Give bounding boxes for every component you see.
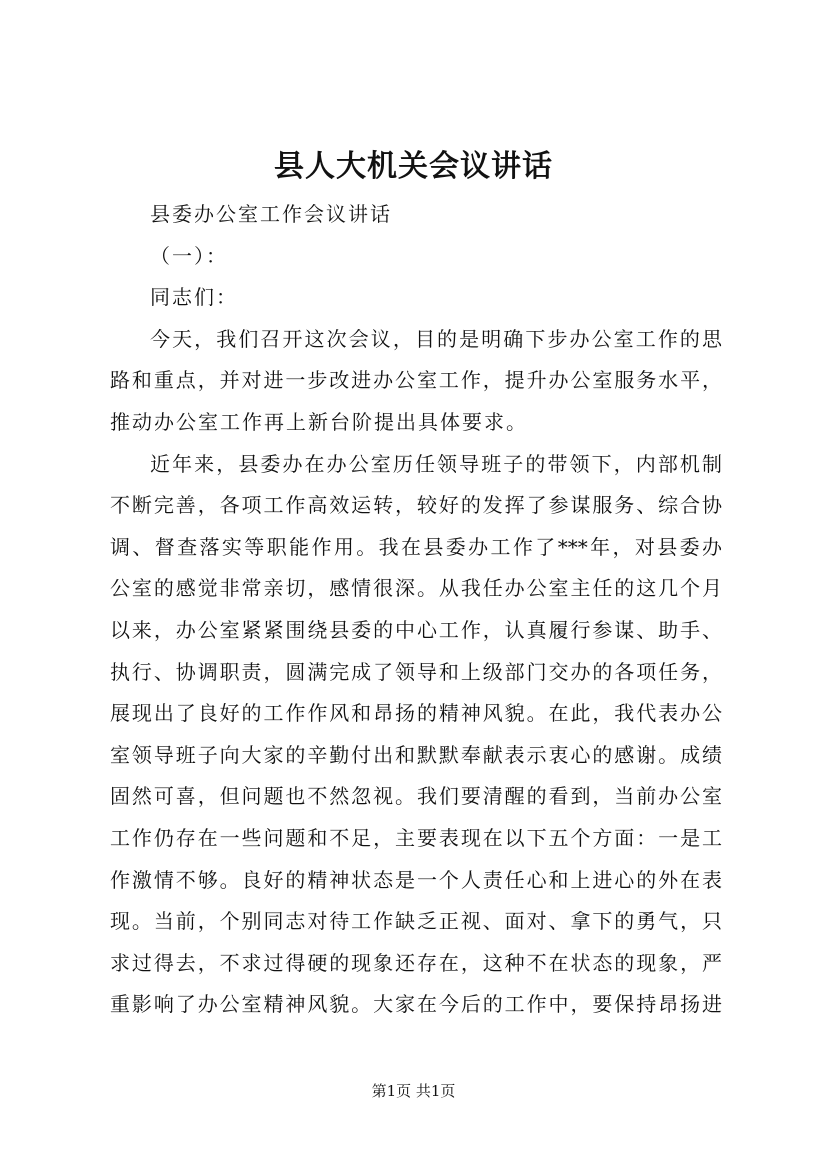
paragraph-line: 公室的感觉非常亲切，感情很深。从我任办公室主任的这几个月 [110, 576, 722, 601]
section-marker-line: （一）： [150, 243, 228, 268]
paragraph-line: 今天，我们召开这次会议，目的是明确下步办公室工作的思 [150, 326, 722, 351]
subtitle-line: 县委办公室工作会议讲话 [150, 202, 392, 226]
paragraph-line: 执行、协调职责，圆满完成了领导和上级部门交办的各项任务， [110, 659, 722, 684]
paragraph-line: 重影响了办公室精神风貌。大家在今后的工作中，要保持昂扬进 [110, 992, 722, 1017]
paragraph-line: 展现出了良好的工作作风和昂扬的精神风貌。在此，我代表办公 [110, 701, 722, 726]
salutation-line: 同志们： [150, 285, 238, 310]
paragraph-line: 推动办公室工作再上新台阶提出具体要求。 [110, 409, 528, 434]
document-title: 县人大机关会议讲话 [274, 149, 553, 184]
paragraph-line: 以来，办公室紧紧围绕县委的中心工作，认真履行参谋、助手、 [110, 617, 722, 642]
document-body [110, 194, 722, 1026]
paragraph-line: 作激情不够。良好的精神状态是一个人责任心和上进心的外在表 [110, 867, 722, 892]
page-footer: 第1页 共1页 [371, 1082, 456, 1100]
paragraph-line: 现。当前，个别同志对待工作缺乏正视、面对、拿下的勇气，只 [110, 909, 722, 934]
paragraph-line: 调、督查落实等职能作用。我在县委办工作了***年，对县委办 [110, 534, 722, 559]
paragraph-line: 室领导班子向大家的辛勤付出和默默奉献表示衷心的感谢。成绩 [110, 742, 722, 767]
paragraph-line: 路和重点，并对进一步改进办公室工作，提升办公室服务水平， [110, 368, 722, 393]
paragraph-line: 不断完善，各项工作高效运转，较好的发挥了参谋服务、综合协 [110, 493, 722, 518]
paragraph-line: 固然可喜，但问题也不然忽视。我们要清醒的看到，当前办公室 [110, 784, 722, 809]
paragraph-line: 工作仍存在一些问题和不足，主要表现在以下五个方面：一是工 [110, 825, 722, 850]
paragraph-line: 近年来，县委办在办公室历任领导班子的带领下，内部机制 [150, 451, 722, 476]
paragraph-line: 求过得去，不求过得硬的现象还存在，这种不在状态的现象，严 [110, 950, 722, 975]
